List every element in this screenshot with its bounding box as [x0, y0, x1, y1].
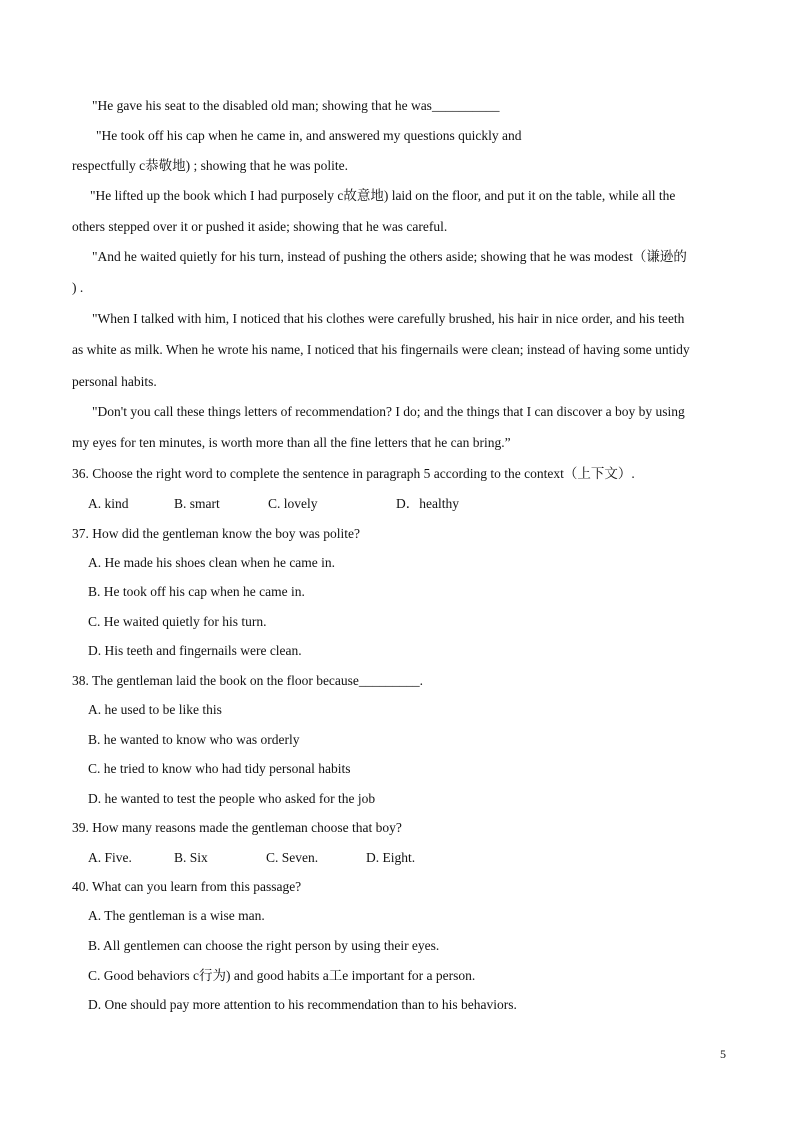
passage-line: respectfully c恭敬地) ; showing that he was polite. — [72, 158, 348, 173]
option-b: B. he wanted to know who was orderly — [88, 732, 300, 747]
passage-line: "Don't you call these things letters of recommendation? I do; and the things that I can discover a boy by using — [92, 404, 685, 419]
passage-line: "He lifted up the book which I had purposely c故意地) laid on the floor, and put it on the table, while all the — [90, 188, 676, 203]
question-options-row — [88, 495, 459, 513]
option-d: D. One should pay more attention to his recommendation than to his behaviors. — [88, 997, 517, 1012]
page-number: 5 — [720, 1047, 726, 1061]
passage-line: others stepped over it or pushed it aside; showing that he was careful. — [72, 219, 448, 234]
question-stem: 37. How did the gentleman know the boy was polite? — [72, 526, 360, 541]
passage-line: ) . — [72, 280, 84, 295]
question-stem: 36. Choose the right word to complete the sentence in paragraph 5 according to the context（上下文）. — [72, 466, 635, 481]
option-b: B. smart — [174, 496, 220, 511]
passage-line: my eyes for ten minutes, is worth more than all the fine letters that he can bring.” — [72, 435, 511, 450]
option-a: A. The gentleman is a wise man. — [88, 908, 265, 923]
option-d: D. His teeth and fingernails were clean. — [88, 643, 302, 658]
option-a: A. kind — [88, 496, 129, 511]
passage-line: personal habits. — [72, 374, 157, 389]
passage-line: "He took off his cap when he came in, and answered my questions quickly and — [96, 128, 522, 143]
option-a: A. Five. — [88, 850, 132, 865]
passage-line: as white as milk. When he wrote his name, I noticed that his fingernails were clean; instead of having some untidy — [72, 342, 690, 357]
option-b: B. All gentlemen can choose the right person by using their eyes. — [88, 938, 440, 953]
question-stem: 38. The gentleman laid the book on the floor because_________. — [72, 673, 424, 688]
option-c: C. Seven. — [266, 850, 319, 865]
option-d: D．healthy — [396, 496, 459, 511]
option-a: A. he used to be like this — [88, 702, 222, 717]
question-stem: 39. How many reasons made the gentleman choose that boy? — [72, 820, 402, 835]
option-c: C. He waited quietly for his turn. — [88, 614, 267, 629]
question-options-row — [88, 849, 415, 867]
option-d: D. Eight. — [366, 850, 416, 865]
option-a: A. He made his shoes clean when he came in. — [88, 555, 336, 570]
option-c: C. he tried to know who had tidy personal habits — [88, 761, 351, 776]
option-c: C. Good behaviors c行为) and good habits a工e important for a person. — [88, 968, 476, 983]
option-c: C. lovely — [268, 496, 318, 511]
question-stem: 40. What can you learn from this passage? — [72, 879, 302, 894]
option-b: B. He took off his cap when he came in. — [88, 584, 305, 599]
passage-line: "He gave his seat to the disabled old man; showing that he was__________ — [92, 98, 500, 113]
option-b: B. Six — [174, 850, 208, 865]
passage-line: "When I talked with him, I noticed that his clothes were carefully brushed, his hair in nice order, and his teeth — [92, 311, 685, 326]
passage-line: "And he waited quietly for his turn, instead of pushing the others aside; showing that he was modest（谦逊的 — [92, 249, 687, 264]
option-d: D. he wanted to test the people who asked for the job — [88, 791, 376, 806]
